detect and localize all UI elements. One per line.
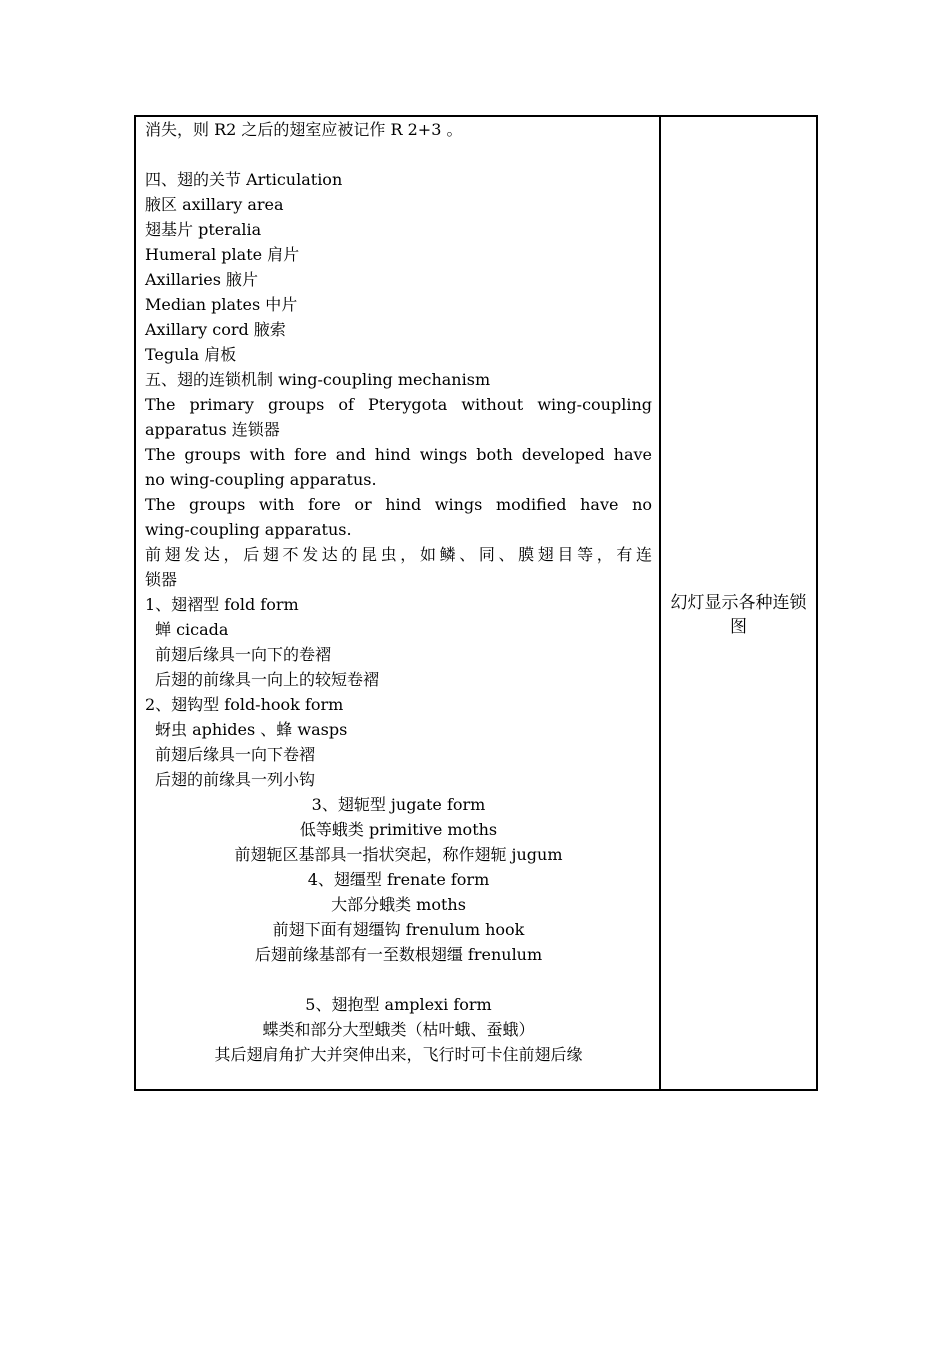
text-line: 后翅的前缘具一列小钩: [155, 770, 316, 789]
blank-line: [145, 142, 652, 167]
text-line: 腋区 axillary area: [145, 195, 284, 214]
text-line: 蝶类和部分大型蛾类（枯叶蛾、蚕蛾）: [262, 1020, 535, 1039]
text-line: 五、翅的连锁机制 wing-coupling mechanism: [145, 370, 491, 389]
slide-note: 幻灯显示各种连锁图: [670, 593, 807, 637]
text-line: Median plates 中片: [145, 295, 298, 314]
text-line: 四、翅的关节 Articulation: [145, 170, 343, 189]
content-cell: [136, 117, 661, 1089]
text-line: 大部分蛾类 moths: [331, 895, 466, 914]
text-line: 4、翅缰型 frenate form: [307, 870, 490, 889]
text-line: The primary groups of Pterygota without wing-coupling: [145, 395, 652, 414]
text-line: wing-coupling apparatus.: [145, 520, 352, 539]
text-line: 2、翅钩型 fold-hook form: [145, 695, 344, 714]
text-line: 后翅前缘基部有一至数根翅缰 frenulum: [254, 945, 543, 964]
text-line: Tegula 肩板: [145, 345, 237, 364]
text-line: 前翅发达，后翅不发达的昆虫，如鳞、同、膜翅目等，有连: [145, 545, 652, 564]
text-line: 翅基片 pteralia: [145, 220, 262, 239]
text-line: 前翅轭区基部具一指状突起，称作翅轭 jugum: [234, 845, 563, 864]
text-line: 1、翅褶型 fold form: [145, 595, 299, 614]
text-line: 消失，则 R2 之后的翅室应被记作 R 2+3 。: [145, 120, 463, 139]
text-line: The groups with fore and hind wings both developed have: [145, 445, 652, 464]
text-line: 3、翅轭型 jugate form: [311, 795, 486, 814]
text-line: 锁器: [145, 570, 178, 589]
text-line: 前翅后缘具一向下的卷褶: [155, 645, 332, 664]
text-line: 后翅的前缘具一向上的较短卷褶: [155, 670, 380, 689]
text-line: 前翅后缘具一向下卷褶: [155, 745, 316, 764]
blank-line: [145, 967, 652, 992]
text-line: 其后翅肩角扩大并突伸出来，飞行时可卡住前翅后缘: [214, 1045, 583, 1064]
text-line: no wing-coupling apparatus.: [145, 470, 377, 489]
text-line: 蝉 cicada: [155, 620, 229, 639]
lesson-table: [134, 115, 818, 1091]
text-line: Axillaries 腋片: [145, 270, 259, 289]
text-line: 前翅下面有翅缰钩 frenulum hook: [272, 920, 525, 939]
text-line: Humeral plate 肩片: [145, 245, 300, 264]
text-line: 低等蛾类 primitive moths: [299, 820, 498, 839]
remarks-cell: [661, 117, 816, 1089]
text-line: 5、翅抱型 amplexi form: [305, 995, 492, 1014]
text-line: 蚜虫 aphides 、蜂 wasps: [155, 720, 348, 739]
text-line: The groups with fore or hind wings modified have no: [145, 495, 652, 514]
text-line: apparatus 连锁器: [145, 420, 280, 439]
text-line: Axillary cord 腋索: [145, 320, 286, 339]
